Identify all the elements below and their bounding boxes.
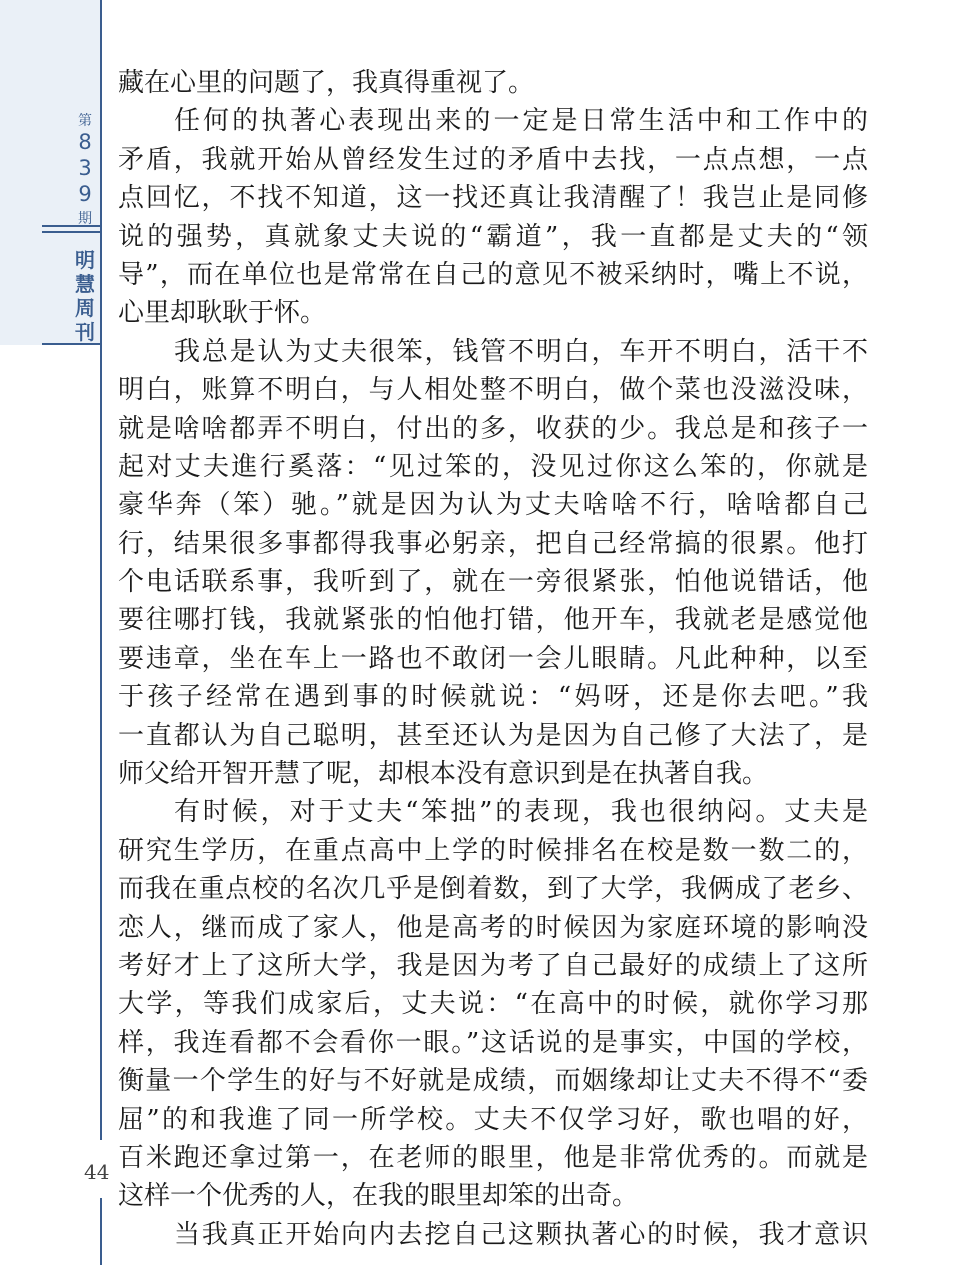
text-line: 藏在心里的问题了，我真得重视了。 [118,68,535,98]
vertical-rule-top [100,0,102,1140]
text-line: 这样一个优秀的人，在我的眼里却笨的出奇。 [118,1181,639,1212]
text-line: 当我真正开始向内去挖自己这颗执著心的时候，我才意识 [174,1219,868,1250]
article-body [118,64,868,1254]
text-line: 点回忆，不找不知道，这一找还真让我清醒了！我岂止是同修 [118,183,868,214]
text-line: 恋人，继而成了家人，他是高考的时候因为家庭环境的影响没 [118,912,868,943]
magazine-char: 周 [75,296,95,320]
text-line: 屈”的和我進了同一所学校。丈夫不仅学习好，歌也唱的好， [118,1104,868,1135]
text-line: 矛盾，我就开始从曾经发生过的矛盾中去找，一点点想，一点 [118,144,868,175]
issue-digit: 3 [78,156,92,180]
text-line: 大学，等我们成家后，丈夫说：“在高中的时候，就你学习那 [118,989,868,1020]
text-line: 于孩子经常在遇到事的时候就说：“妈呀，还是你去吧。”我 [118,682,868,713]
text-line: 一直都认为自己聪明，甚至还认为是因为自己修了大法了，是 [118,720,868,751]
text-line: 任何的执著心表现出来的一定是日常生活中和工作中的 [174,106,868,137]
text-line: 考好才上了这所大学，我是因为考了自己最好的成绩上了这所 [118,950,868,981]
magazine-char: 慧 [75,272,95,296]
page-number: 44 [84,1160,110,1184]
text-line: 衡量一个学生的好与不好就是成绩，而姻缘却让丈夫不得不“委 [118,1066,868,1097]
text-line: 样，我连看都不会看你一眼。”这话说的是事实，中国的学校， [118,1027,868,1058]
text-line: 研究生学历，在重点高中上学的时候排名在校是数一数二的， [118,835,868,866]
magazine-title [70,248,100,344]
text-line: 明白，账算不明白，与人相处整不明白，做个菜也没滋没味， [118,375,868,406]
issue-suffix: 期 [78,211,92,227]
text-line: 起对丈夫進行奚落：“见过笨的，没见过你这么笨的，你就是 [118,451,868,482]
issue-digit: 8 [78,130,92,154]
text-line: 要违章，坐在车上一路也不敢闭一会儿眼睛。凡此种种，以至 [118,643,868,674]
text-line: 豪华奔（笨）驰。”就是因为认为丈夫啥啥不行，啥啥都自己 [118,490,868,521]
text-line: 而我在重点校的名次几乎是倒着数，到了大学，我俩成了老乡、 [118,874,868,905]
text-line: 心里却耿耿于怀。 [118,298,327,329]
issue-prefix: 第 [78,113,92,129]
magazine-char: 明 [75,248,95,272]
text-line: 我总是认为丈夫很笨，钱管不明白，车开不明白，活干不 [174,336,868,367]
text-line: 有时候，对于丈夫“笨拙”的表现，我也很纳闷。丈夫是 [174,797,868,828]
sidebar-divider-upper-2 [42,231,100,233]
magazine-char: 刊 [75,320,95,344]
text-line: 导”，而在单位也是常常在自己的意见不被采纳时，嘴上不说， [118,259,868,290]
text-line: 就是啥啥都弄不明白，付出的多，收获的少。我总是和孩子一 [118,413,868,444]
text-line: 个电话联系事，我听到了，就在一旁很紧张，怕他说错话，他 [118,567,868,598]
text-line: 行，结果很多事都得我事必躬亲，把自己经常搞的很累。他打 [118,528,868,559]
issue-label [70,110,100,230]
text-line: 说的强势，真就象丈夫说的“霸道”，我一直都是丈夫的“领 [118,221,868,252]
text-line: 百米跑还拿过第一，在老师的眼里，他是非常优秀的。而就是 [118,1142,868,1173]
text-line: 要往哪打钱，我就紧张的怕他打错，他开车，我就老是感觉他 [118,605,868,636]
issue-digit: 9 [78,182,92,206]
text-line: 师父给开智开慧了呢，却根本没有意识到是在执著自我。 [118,759,769,790]
vertical-rule-bottom [100,1198,102,1265]
